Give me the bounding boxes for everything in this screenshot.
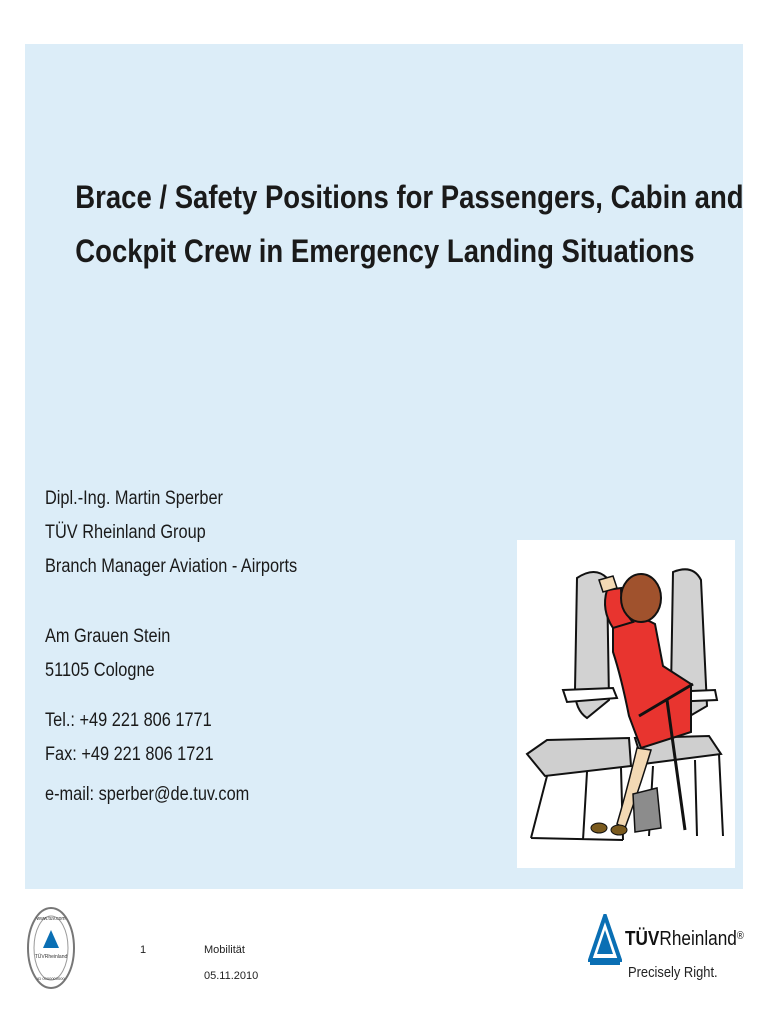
brace-position-illustration: [517, 540, 735, 868]
seal-id-text: ID 0000000000: [37, 976, 65, 981]
seal-brand-text: TÜVRheinland: [34, 954, 68, 960]
contact-phone: Tel.: +49 221 806 1771: [45, 710, 212, 731]
slide-title: [75, 170, 744, 278]
footer-date: 05.11.2010: [204, 970, 259, 982]
title-line-1: Brace / Safety Positions for Passengers, Cabin and: [75, 179, 744, 215]
contact-email[interactable]: e-mail: sperber@de.tuv.com: [45, 784, 250, 805]
title-line-2: Cockpit Crew in Emergency Landing Situations: [75, 233, 695, 269]
seal-url-text: www.tuv.com: [36, 916, 66, 922]
contact-position: Branch Manager Aviation - Airports: [45, 556, 298, 577]
tuv-brand-logo: [588, 912, 750, 986]
contact-fax: Fax: +49 221 806 1721: [45, 744, 214, 765]
tuv-certification-seal-icon: [26, 906, 76, 990]
contact-city: 51105 Cologne: [45, 660, 155, 681]
tuv-triangle-logo-icon: [588, 914, 622, 966]
page-number: 1: [140, 944, 147, 956]
contact-name: Dipl.-Ing. Martin Sperber: [45, 488, 223, 509]
brand-name: [625, 928, 744, 951]
registered-mark: ®: [736, 930, 744, 942]
footer-subject: Mobilität: [204, 944, 245, 956]
contact-organization: TÜV Rheinland Group: [45, 522, 206, 543]
brand-slogan: Precisely Right.: [628, 964, 718, 981]
contact-block: [45, 482, 297, 812]
brand-name-bold: TÜV: [625, 928, 660, 950]
contact-street: Am Grauen Stein: [45, 626, 171, 647]
brand-name-rest: Rheinland: [659, 928, 737, 950]
